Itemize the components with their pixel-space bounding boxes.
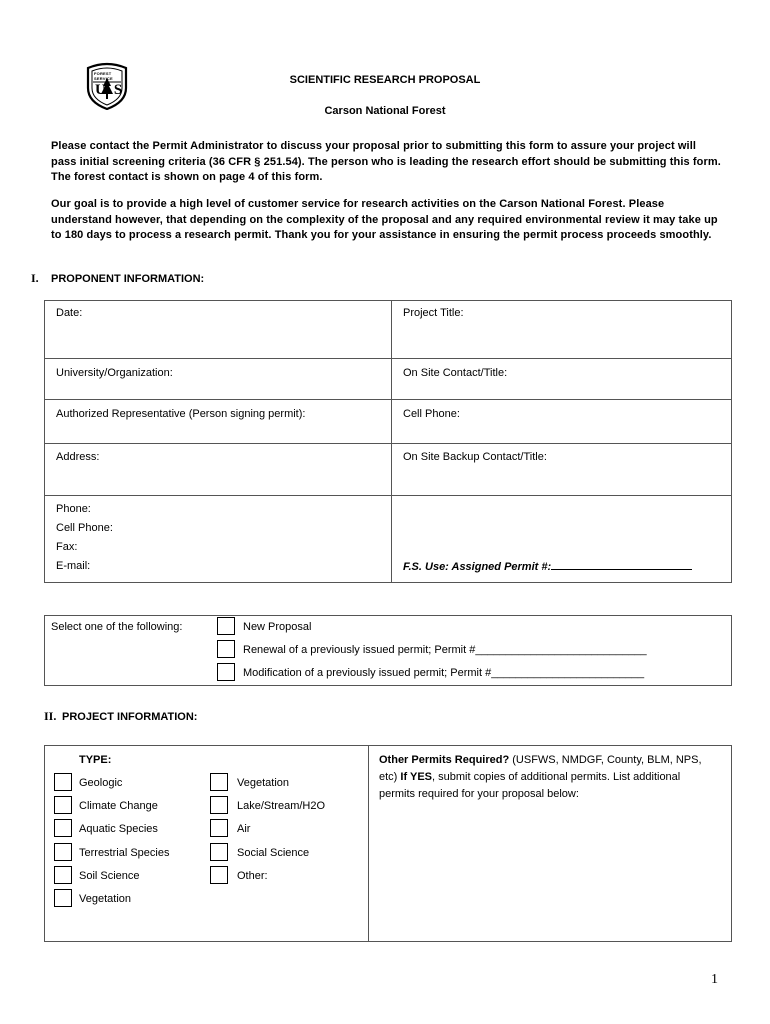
renewal-checkbox[interactable] xyxy=(217,640,235,658)
new-proposal-label: New Proposal xyxy=(243,621,312,633)
page-number: 1 xyxy=(711,972,718,987)
section-1-heading: PROPONENT INFORMATION: xyxy=(51,273,205,285)
university-field[interactable]: University/Organization: xyxy=(56,367,173,379)
row-line xyxy=(44,399,732,400)
social-science-checkbox[interactable] xyxy=(210,843,228,861)
form-title: SCIENTIFIC RESEARCH PROPOSAL xyxy=(289,74,481,86)
proponent-divider xyxy=(391,300,392,583)
climate-change-checkbox[interactable] xyxy=(54,796,72,814)
climate-change-label: Climate Change xyxy=(79,800,158,812)
terrestrial-species-label: Terrestrial Species xyxy=(79,847,170,859)
soil-science-checkbox[interactable] xyxy=(54,866,72,884)
cell-phone-field[interactable]: Cell Phone: xyxy=(403,408,460,420)
logo-letters: US xyxy=(95,82,131,98)
type-label: TYPE: xyxy=(79,754,112,766)
usfs-shield-logo xyxy=(84,62,130,110)
project-divider xyxy=(368,745,369,942)
row-line xyxy=(44,495,732,496)
social-science-label: Social Science xyxy=(237,847,310,859)
onsite-contact-field[interactable]: On Site Contact/Title: xyxy=(403,367,508,379)
other-checkbox[interactable] xyxy=(210,866,228,884)
other-permits-agencies: (USFWS, NMDGF, County, BLM, NPS, etc) xyxy=(379,754,702,783)
section-2-number: II. xyxy=(44,709,57,723)
lake-stream-label: Lake/Stream/H2O xyxy=(237,800,326,812)
other-permits-instructions: , submit copies of additional permits. List additional permits required for your proposal below: xyxy=(379,771,681,800)
row-line xyxy=(44,443,732,444)
soil-science-label: Soil Science xyxy=(79,870,140,882)
terrestrial-species-checkbox[interactable] xyxy=(54,843,72,861)
vegetation-label: Vegetation xyxy=(237,777,289,789)
authorized-rep-field[interactable]: Authorized Representative (Person signing permit): xyxy=(56,408,306,420)
logo-top-text: FOREST SERVICE xyxy=(94,71,113,81)
address-field[interactable]: Address: xyxy=(56,451,100,463)
section-1-number: I. xyxy=(31,271,39,285)
fs-use-label: F.S. Use: Assigned Permit #: xyxy=(403,561,552,573)
intro-paragraph-1: Please contact the Permit Administrator to discuss your proposal prior to submitting this form to assure your project will pass initial screening criteria (36 CFR § 251.54). The person who is leading the research effort should be submitting this form. The forest contact is shown on page 4 of this form. xyxy=(51,140,721,183)
vegetation-left-checkbox[interactable] xyxy=(54,889,72,907)
renewal-label: Renewal of a previously issued permit; Permit #____________________________ xyxy=(243,644,647,656)
vegetation-checkbox[interactable] xyxy=(210,773,228,791)
project-title-field[interactable]: Project Title: xyxy=(403,307,464,319)
form-subtitle: Carson National Forest xyxy=(324,105,446,117)
backup-contact-field[interactable]: On Site Backup Contact/Title: xyxy=(403,451,547,463)
aquatic-species-checkbox[interactable] xyxy=(54,819,72,837)
if-yes: If YES xyxy=(400,771,432,783)
aquatic-species-label: Aquatic Species xyxy=(79,823,158,835)
fs-use-underline xyxy=(551,559,692,570)
fax-field[interactable]: Fax: xyxy=(56,541,78,553)
row-line xyxy=(44,358,732,359)
proponent-table xyxy=(44,300,732,583)
air-checkbox[interactable] xyxy=(210,819,228,837)
modification-label: Modification of a previously issued permit; Permit #_________________________ xyxy=(243,667,645,679)
other-permits-text xyxy=(379,752,709,803)
lake-stream-checkbox[interactable] xyxy=(210,796,228,814)
new-proposal-checkbox[interactable] xyxy=(217,617,235,635)
fs-use-permit-field[interactable] xyxy=(403,559,692,573)
phone-field[interactable]: Phone: xyxy=(56,503,91,515)
air-label: Air xyxy=(237,823,251,835)
section-2-heading: PROJECT INFORMATION: xyxy=(62,711,198,723)
email-field[interactable]: E-mail: xyxy=(56,560,91,572)
date-field[interactable]: Date: xyxy=(56,307,83,319)
vegetation-left-label: Vegetation xyxy=(79,893,131,905)
geologic-checkbox[interactable] xyxy=(54,773,72,791)
cell-phone-2-field[interactable]: Cell Phone: xyxy=(56,522,113,534)
intro-paragraph-2: Our goal is to provide a high level of customer service for research activities on the Carson National Forest. Please understand however, that depending on the complexity of the proposal and any required environmental review it may take up to 180 days to process a research permit. Thank you for your assistance in ensuring the permit process proceeds smoothly. xyxy=(51,198,718,241)
select-prompt: Select one of the following: xyxy=(51,621,183,633)
other-label: Other: xyxy=(237,870,268,882)
other-permits-heading: Other Permits Required? xyxy=(379,754,510,766)
geologic-label: Geologic xyxy=(79,777,123,789)
modification-checkbox[interactable] xyxy=(217,663,235,681)
